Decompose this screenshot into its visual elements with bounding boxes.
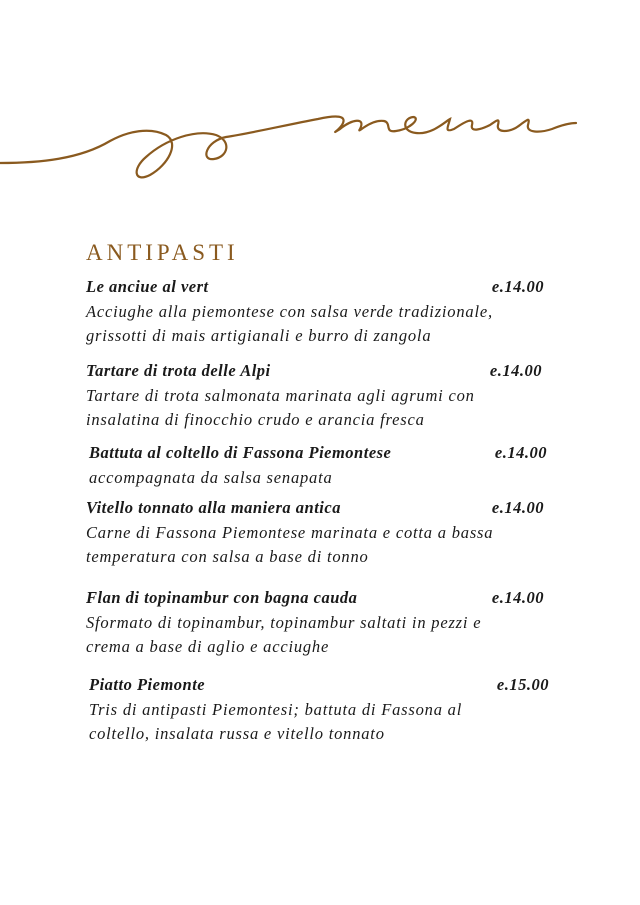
dish-price: e.15.00 [496, 675, 549, 694]
dish-name: Tartare di trota delle Alpi [86, 361, 271, 380]
dish-name: Flan di topinambur con bagna cauda [86, 588, 358, 607]
dish-description: accompagnata da salsa senapata [89, 468, 333, 487]
section-title: ANTIPASTI [86, 240, 239, 265]
dish-description: Tartare di trota salmonata marinata agli agrumi con insalatina di finocchio crudo e arancia fresca [86, 386, 475, 429]
dish-price: e.14.00 [489, 361, 542, 380]
dish-price: e.14.00 [491, 277, 544, 296]
menu-item [86, 361, 542, 432]
menu-item [86, 588, 544, 659]
menu-item [86, 277, 544, 348]
menu-item [86, 498, 544, 569]
dish-price: e.14.00 [494, 443, 547, 462]
menu-item [89, 675, 549, 746]
dish-description: Sformato di topinambur, topinambur saltati in pezzi e crema a base di aglio e acciughe [86, 613, 482, 656]
menu-item [89, 443, 547, 490]
dish-description: Carne di Fassona Piemontese marinata e cotta a bassa temperatura con salsa a base di tonno [86, 523, 494, 566]
dish-price: e.14.00 [491, 498, 544, 517]
dish-name: Battuta al coltello di Fassona Piemontese [89, 443, 392, 462]
menu-script-logo-icon [0, 95, 600, 190]
dish-name: Vitello tonnato alla maniera antica [86, 498, 341, 517]
dish-description: Acciughe alla piemontese con salsa verde tradizionale, grissotti di mais artigianali e burro di zangola [86, 302, 493, 345]
dish-name: Le anciue al vert [86, 277, 209, 296]
dish-price: e.14.00 [491, 588, 544, 607]
dish-name: Piatto Piemonte [89, 675, 206, 694]
dish-description: Tris di antipasti Piemontesi; battuta di Fassona al coltello, insalata russa e vitello tonnato [89, 700, 463, 743]
